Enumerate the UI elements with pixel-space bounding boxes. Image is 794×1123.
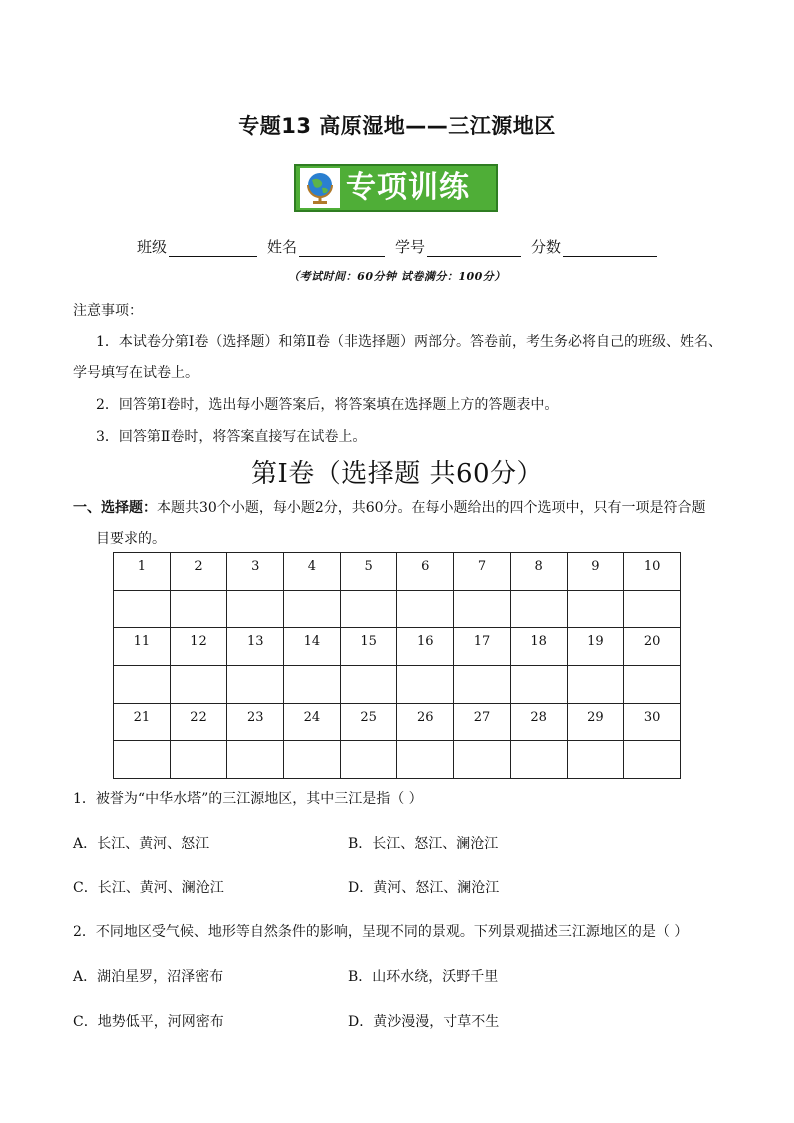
- answer-number-cell: [454, 553, 511, 591]
- question-1-stem: 1．被誉为“中华水塔”的三江源地区，其中三江是指（ ）: [73, 791, 423, 807]
- answer-blank-cell[interactable]: [340, 741, 397, 779]
- answer-blank-cell[interactable]: [114, 741, 171, 779]
- student-id-blank[interactable]: [427, 240, 521, 257]
- answer-number-cell: [284, 553, 341, 591]
- note-item-1-cont: 学号填写在试卷上。: [73, 365, 199, 381]
- class-label: 班级: [137, 238, 168, 256]
- answer-number-cell: [114, 703, 171, 741]
- question-number: 22: [190, 709, 207, 725]
- answer-number-cell: [510, 703, 567, 741]
- question-2-stem: 2．不同地区受气候、地形等自然条件的影响，呈现不同的景观。下列景观描述三江源地区的是（ ）: [73, 924, 689, 940]
- question-number: 16: [417, 634, 434, 650]
- section-title: 第Ⅰ卷（选择题 共60分）: [250, 459, 544, 489]
- answer-blank-cell[interactable]: [170, 666, 227, 704]
- name-field[interactable]: [267, 236, 385, 257]
- question-number: 8: [534, 559, 543, 574]
- student-id-label: 学号: [395, 238, 426, 256]
- score-label: 分数: [531, 238, 562, 256]
- answer-blank-row: [114, 741, 681, 779]
- student-info-fields: [137, 236, 677, 257]
- student-id-field[interactable]: [395, 236, 521, 257]
- question-number: 2: [194, 559, 203, 574]
- answer-number-cell: [567, 703, 624, 741]
- answer-number-cell: [284, 628, 341, 666]
- exam-info: （考试时间：60分钟 试卷满分：100分）: [288, 270, 506, 283]
- question-number: 9: [591, 559, 600, 574]
- question-number: 30: [643, 709, 661, 725]
- answer-blank-cell[interactable]: [510, 590, 567, 628]
- answer-number-cell: [397, 628, 454, 666]
- question-number: 29: [587, 709, 604, 725]
- score-blank[interactable]: [563, 240, 657, 257]
- question-number: 5: [364, 559, 373, 574]
- note-item-2: 2．回答第Ⅰ卷时，选出每小题答案后，将答案填在选择题上方的答题表中。: [96, 397, 559, 413]
- question-1-option-b[interactable]: B．长江、怒江、澜沧江: [348, 836, 499, 852]
- question-number: 10: [643, 559, 661, 574]
- answer-number-cell: [397, 553, 454, 591]
- notes-title: 注意事项：: [73, 303, 143, 319]
- page-title: 专题13 高原湿地——三江源地区: [238, 114, 556, 138]
- answer-blank-cell[interactable]: [624, 590, 681, 628]
- question-1-option-d[interactable]: D．黄河、怒江、澜沧江: [348, 880, 500, 896]
- question-number: 13: [246, 634, 264, 650]
- question-number: 6: [421, 559, 430, 574]
- answer-blank-cell[interactable]: [454, 741, 511, 779]
- question-number: 25: [360, 709, 377, 725]
- question-number: 28: [530, 709, 547, 725]
- question-number: 17: [473, 634, 491, 650]
- answer-blank-cell[interactable]: [170, 590, 227, 628]
- question-number: 15: [360, 634, 377, 650]
- question-number: 12: [190, 634, 207, 650]
- answer-blank-cell[interactable]: [114, 590, 171, 628]
- banner-label: 专项训练: [346, 170, 470, 205]
- answer-blank-cell[interactable]: [454, 590, 511, 628]
- instructions-cont: 目要求的。: [96, 531, 166, 547]
- note-item-1: 1．本试卷分第Ⅰ卷（选择题）和第Ⅱ卷（非选择题）两部分。答卷前，考生务必将自己的班级、姓名、: [96, 334, 722, 350]
- answer-blank-cell[interactable]: [397, 666, 454, 704]
- question-number: 23: [246, 709, 264, 725]
- answer-number-row: [114, 703, 681, 741]
- answer-blank-cell[interactable]: [567, 666, 624, 704]
- answer-blank-cell[interactable]: [227, 590, 284, 628]
- question-number: 19: [587, 634, 604, 650]
- answer-number-row: [114, 628, 681, 666]
- answer-number-cell: [227, 553, 284, 591]
- answer-blank-cell[interactable]: [510, 666, 567, 704]
- question-2-option-c[interactable]: C．地势低平，河网密布: [73, 1014, 224, 1030]
- answer-number-row: [114, 553, 681, 591]
- question-2-option-b[interactable]: B．山环水绕，沃野千里: [348, 969, 499, 985]
- answer-number-cell: [567, 628, 624, 666]
- banner: [294, 164, 498, 212]
- instructions-body: 本题共30个小题，每小题2分，共60分。在每小题给出的四个选项中，只有一项是符合题: [157, 500, 706, 516]
- answer-number-cell: [510, 628, 567, 666]
- answer-number-cell: [624, 703, 681, 741]
- question-number: 21: [133, 709, 151, 725]
- name-blank[interactable]: [299, 240, 385, 257]
- answer-blank-cell[interactable]: [510, 741, 567, 779]
- answer-number-cell: [170, 628, 227, 666]
- answer-number-cell: [567, 553, 624, 591]
- answer-number-cell: [510, 553, 567, 591]
- question-number: 3: [251, 559, 260, 574]
- question-number: 1: [137, 559, 146, 574]
- question-number: 27: [473, 709, 491, 725]
- answer-number-cell: [114, 553, 171, 591]
- answer-blank-cell[interactable]: [567, 590, 624, 628]
- answer-blank-cell[interactable]: [397, 590, 454, 628]
- question-number: 11: [133, 634, 151, 650]
- question-1-option-a[interactable]: A．长江、黄河、怒江: [73, 836, 210, 852]
- answer-number-cell: [227, 703, 284, 741]
- answer-blank-cell[interactable]: [624, 666, 681, 704]
- question-2-option-d[interactable]: D．黄沙漫漫，寸草不生: [348, 1014, 500, 1030]
- question-number: 18: [530, 634, 547, 650]
- globe-icon: [300, 168, 340, 208]
- answer-blank-cell[interactable]: [624, 741, 681, 779]
- instructions: [73, 497, 706, 517]
- answer-table: [113, 552, 681, 779]
- answer-number-cell: [170, 703, 227, 741]
- answer-number-cell: [114, 628, 171, 666]
- question-number: 24: [303, 709, 321, 725]
- answer-blank-cell[interactable]: [114, 666, 171, 704]
- answer-blank-cell[interactable]: [170, 741, 227, 779]
- note-item-3: 3．回答第Ⅱ卷时，将答案直接写在试卷上。: [96, 429, 367, 445]
- question-2-option-a[interactable]: A．湖泊星罗，沼泽密布: [73, 969, 224, 985]
- answer-blank-row: [114, 590, 681, 628]
- answer-blank-cell[interactable]: [454, 666, 511, 704]
- answer-number-cell: [227, 628, 284, 666]
- question-1-option-c[interactable]: C．长江、黄河、澜沧江: [73, 880, 224, 896]
- answer-number-cell: [340, 703, 397, 741]
- answer-blank-cell[interactable]: [397, 741, 454, 779]
- answer-number-cell: [397, 703, 454, 741]
- answer-number-cell: [624, 628, 681, 666]
- answer-number-cell: [340, 553, 397, 591]
- answer-blank-cell[interactable]: [340, 666, 397, 704]
- question-number: 14: [303, 634, 321, 650]
- answer-number-cell: [284, 703, 341, 741]
- question-number: 26: [417, 709, 434, 725]
- answer-number-cell: [454, 703, 511, 741]
- answer-blank-cell[interactable]: [567, 741, 624, 779]
- question-number: 20: [643, 634, 661, 650]
- answer-blank-cell[interactable]: [227, 666, 284, 704]
- score-field[interactable]: [531, 236, 657, 257]
- question-number: 7: [477, 559, 487, 574]
- answer-number-cell: [624, 553, 681, 591]
- answer-blank-cell[interactable]: [284, 590, 341, 628]
- answer-number-cell: [170, 553, 227, 591]
- answer-blank-cell[interactable]: [284, 666, 341, 704]
- answer-blank-cell[interactable]: [284, 741, 341, 779]
- instructions-lead: 一、选择题：: [73, 500, 157, 516]
- class-blank[interactable]: [169, 240, 257, 257]
- answer-blank-cell[interactable]: [227, 741, 284, 779]
- question-number: 4: [307, 559, 317, 574]
- class-field[interactable]: [137, 236, 257, 257]
- answer-blank-row: [114, 666, 681, 704]
- name-label: 姓名: [267, 238, 298, 256]
- answer-number-cell: [340, 628, 397, 666]
- answer-number-cell: [454, 628, 511, 666]
- answer-blank-cell[interactable]: [340, 590, 397, 628]
